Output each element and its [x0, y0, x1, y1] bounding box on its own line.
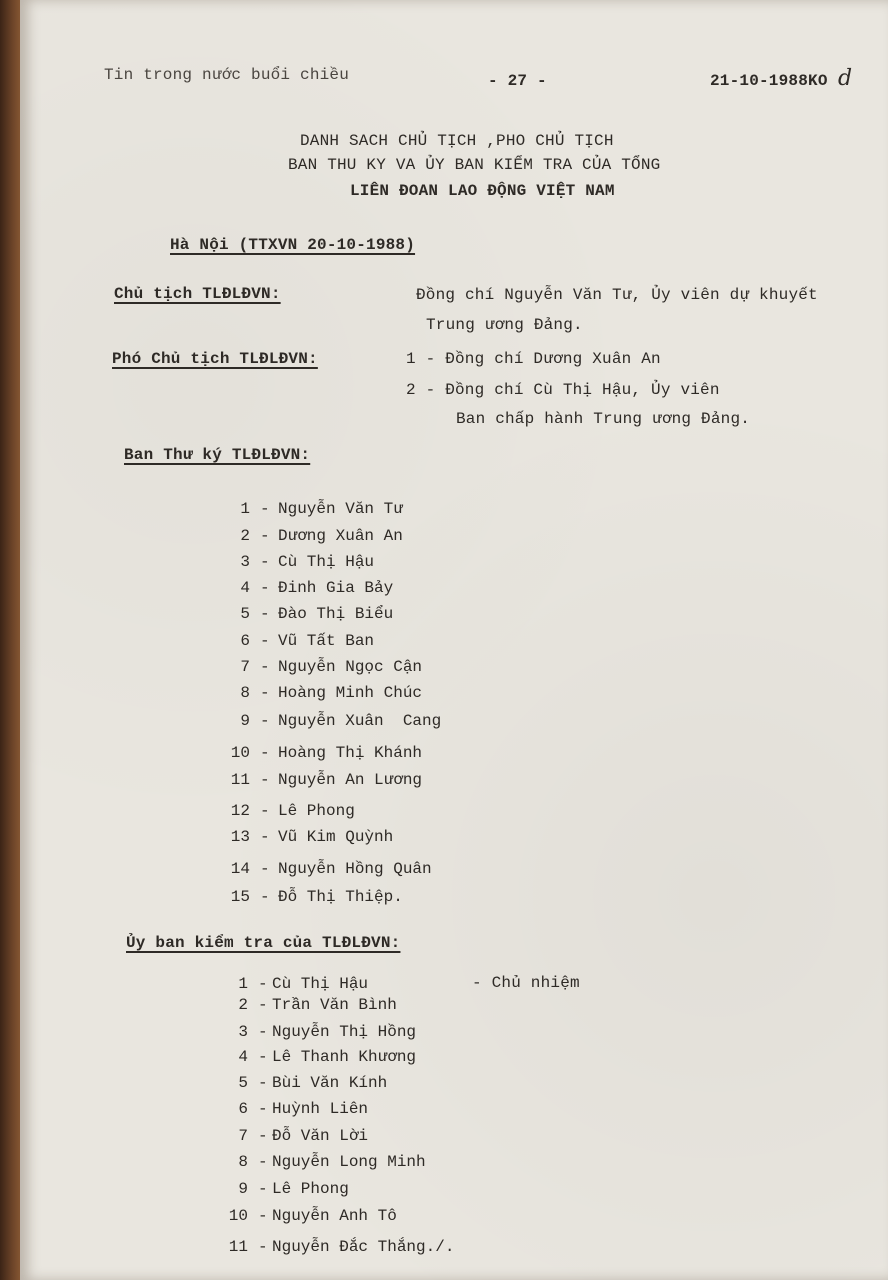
secretariat-member-dash: -: [260, 712, 270, 730]
title-line-2: BAN THU KY VA ỦY BAN KIỂM TRA CỦA TỔNG: [288, 156, 661, 174]
inspection-member-name: Cù Thị Hậu: [272, 975, 369, 993]
inspection-member-number: 7: [238, 1127, 248, 1145]
secretariat-member-dash: -: [260, 579, 270, 597]
inspection-member-name: Nguyễn Anh Tô: [272, 1207, 397, 1225]
secretariat-member-dash: -: [260, 888, 270, 906]
inspection-member-number: 3: [238, 1023, 248, 1041]
secretariat-member-dash: -: [260, 771, 270, 789]
inspection-member-number: 5: [238, 1074, 248, 1092]
secretariat-member-name: Đinh Gia Bảy: [278, 579, 394, 597]
inspection-chair-role: - Chủ nhiệm: [472, 974, 580, 992]
inspection-member-number: 8: [238, 1153, 248, 1171]
inspection-member-name: Đỗ Văn Lời: [272, 1127, 369, 1145]
title-line-1: DANH SACH CHỦ TỊCH ,PHO CHỦ TỊCH: [300, 132, 614, 150]
inspection-member-number: 10: [228, 1207, 248, 1225]
inspection-member-dash: -: [258, 1180, 268, 1198]
inspection-member-dash: -: [258, 1048, 268, 1066]
secretariat-member-number: 1: [240, 500, 250, 518]
dateline: Hà Nội (TTXVN 20-10-1988): [170, 236, 416, 254]
inspection-member-dash: -: [258, 1153, 268, 1171]
book-binding: [0, 0, 22, 1280]
secretariat-member-name: Vũ Tất Ban: [278, 632, 375, 650]
vice-chairman-1: 1 - Đồng chí Dương Xuân An: [406, 350, 661, 368]
secretariat-member-name: Vũ Kim Quỳnh: [278, 828, 394, 846]
chairman-label: Chủ tịch TLĐLĐVN:: [114, 285, 281, 303]
secretariat-member-number: 11: [230, 771, 250, 789]
inspection-member-dash: -: [258, 1023, 268, 1041]
inspection-member-name: Nguyễn Thị Hồng: [272, 1023, 417, 1041]
secretariat-member-number: 3: [240, 553, 250, 571]
inspection-member-dash: -: [258, 975, 268, 993]
secretariat-member-name: Nguyễn An Lương: [278, 771, 423, 789]
inspection-member-dash: -: [258, 996, 268, 1014]
secretariat-member-number: 15: [230, 888, 250, 906]
inspection-member-name: Lê Thanh Khương: [272, 1048, 417, 1066]
secretariat-member-dash: -: [260, 744, 270, 762]
secretariat-member-dash: -: [260, 553, 270, 571]
header-date: 21-10-1988KO: [710, 72, 828, 90]
chairman-line-1: Đồng chí Nguyễn Văn Tư, Ủy viên dự khuyết: [416, 286, 818, 304]
secretariat-member-number: 9: [240, 712, 250, 730]
handwritten-mark: d: [838, 66, 853, 91]
chairman-line-2: Trung ương Đảng.: [426, 316, 583, 334]
inspection-member-number: 9: [238, 1180, 248, 1198]
secretariat-member-name: Nguyễn Ngọc Cận: [278, 658, 423, 676]
inspection-member-name: Trần Văn Bình: [272, 996, 397, 1014]
inspection-member-name: Nguyễn Đắc Thắng./.: [272, 1238, 455, 1256]
inspection-member-number: 11: [228, 1238, 248, 1256]
inspection-label: Ủy ban kiểm tra của TLĐLĐVN:: [126, 934, 401, 952]
secretariat-member-number: 13: [230, 828, 250, 846]
secretariat-member-number: 2: [240, 527, 250, 545]
secretariat-label: Ban Thư ký TLĐLĐVN:: [124, 446, 311, 464]
secretariat-member-name: Dương Xuân An: [278, 527, 403, 545]
secretariat-member-dash: -: [260, 632, 270, 650]
vice-chairman-2-cont: Ban chấp hành Trung ương Đảng.: [456, 410, 751, 428]
secretariat-member-dash: -: [260, 860, 270, 878]
secretariat-member-name: Nguyễn Xuân Cang: [278, 712, 442, 730]
secretariat-member-name: Hoàng Thị Khánh: [278, 744, 423, 762]
vice-chairman-2: 2 - Đồng chí Cù Thị Hậu, Ủy viên: [406, 381, 720, 399]
inspection-member-dash: -: [258, 1100, 268, 1118]
secretariat-member-number: 7: [240, 658, 250, 676]
title-line-3: LIÊN ĐOAN LAO ĐỘNG VIỆT NAM: [350, 182, 615, 200]
secretariat-member-dash: -: [260, 658, 270, 676]
secretariat-member-number: 14: [230, 860, 250, 878]
inspection-member-dash: -: [258, 1127, 268, 1145]
secretariat-member-dash: -: [260, 684, 270, 702]
secretariat-member-name: Đào Thị Biểu: [278, 605, 394, 623]
secretariat-member-number: 4: [240, 579, 250, 597]
secretariat-member-number: 6: [240, 632, 250, 650]
inspection-member-dash: -: [258, 1238, 268, 1256]
document-page: [20, 0, 888, 1280]
inspection-member-dash: -: [258, 1207, 268, 1225]
inspection-member-name: Bùi Văn Kính: [272, 1074, 388, 1092]
secretariat-member-name: Lê Phong: [278, 802, 355, 820]
header-source: Tin trong nước buổi chiều: [104, 66, 350, 84]
inspection-member-number: 2: [238, 996, 248, 1014]
secretariat-member-name: Nguyễn Hồng Quân: [278, 860, 432, 878]
secretariat-member-dash: -: [260, 828, 270, 846]
page-number: - 27 -: [488, 72, 547, 90]
secretariat-member-name: Nguyễn Văn Tư: [278, 500, 403, 518]
inspection-member-number: 6: [238, 1100, 248, 1118]
vice-chairman-label: Phó Chủ tịch TLĐLĐVN:: [112, 350, 318, 368]
inspection-member-name: Nguyễn Long Minh: [272, 1153, 426, 1171]
secretariat-member-number: 5: [240, 605, 250, 623]
inspection-member-dash: -: [258, 1074, 268, 1092]
secretariat-member-name: Hoàng Minh Chúc: [278, 684, 423, 702]
inspection-member-number: 4: [238, 1048, 248, 1066]
secretariat-member-dash: -: [260, 527, 270, 545]
inspection-member-name: Lê Phong: [272, 1180, 349, 1198]
secretariat-member-number: 10: [230, 744, 250, 762]
secretariat-member-name: Cù Thị Hậu: [278, 553, 375, 571]
secretariat-member-dash: -: [260, 802, 270, 820]
secretariat-member-number: 8: [240, 684, 250, 702]
secretariat-member-dash: -: [260, 500, 270, 518]
secretariat-member-name: Đỗ Thị Thiệp.: [278, 888, 403, 906]
secretariat-member-number: 12: [230, 802, 250, 820]
secretariat-member-dash: -: [260, 605, 270, 623]
inspection-member-name: Huỳnh Liên: [272, 1100, 369, 1118]
inspection-member-number: 1: [238, 975, 248, 993]
